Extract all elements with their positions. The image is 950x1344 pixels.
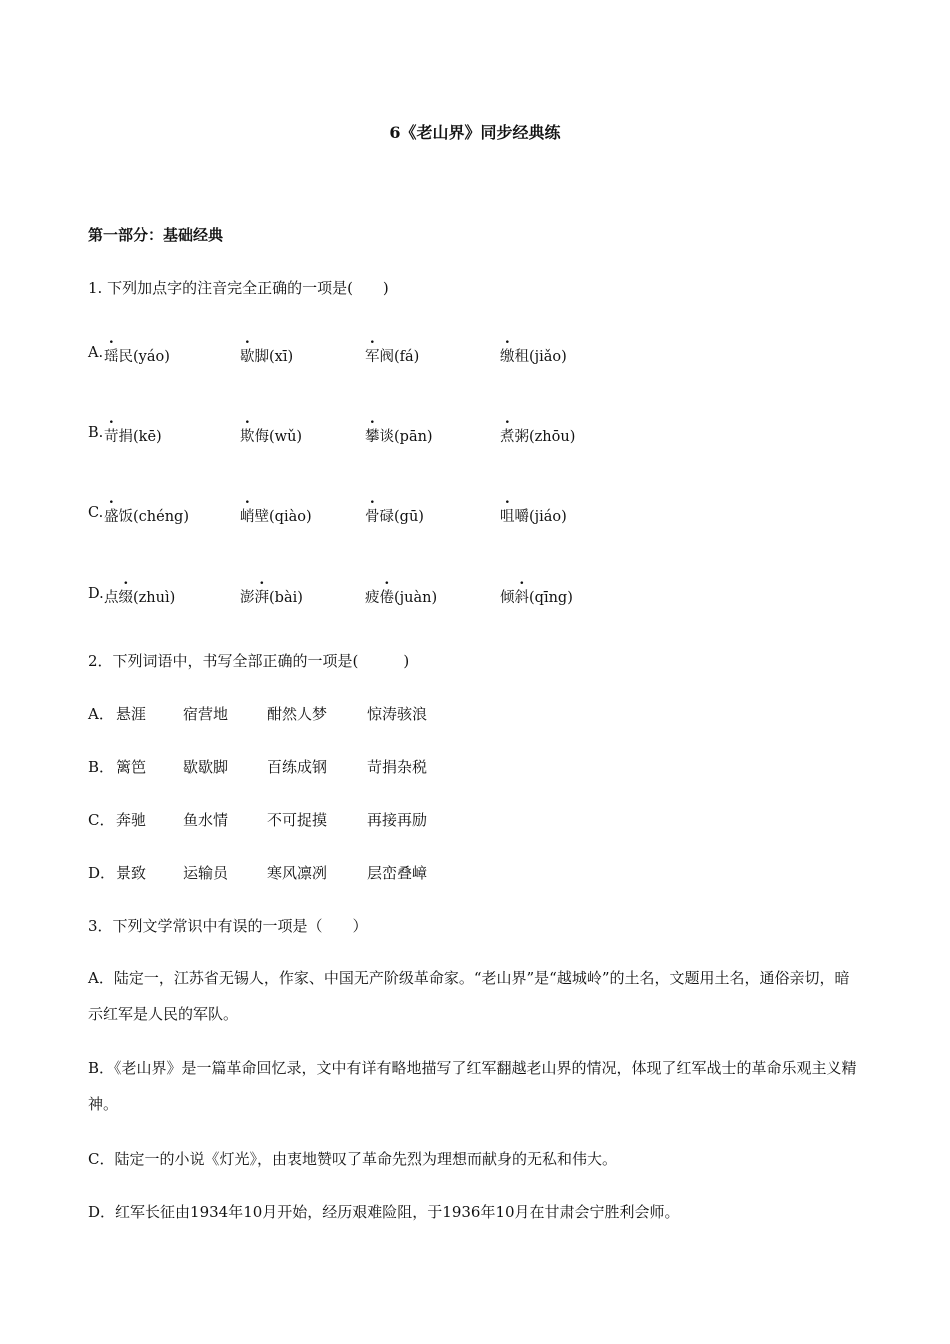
q2-word: 层峦叠嶂: [367, 864, 428, 882]
q2-word: 景致: [116, 864, 147, 882]
q1-option-d-item: 疲倦(juàn): [365, 590, 438, 606]
q2-word: 酣然人梦: [267, 705, 328, 723]
q1-option-a-item: 军阀(fá): [365, 349, 420, 365]
q1-option-b-label: B.: [88, 425, 104, 441]
q1-option-d-item: 倾斜(qīng): [500, 590, 573, 606]
q1-option-b-item: 攀谈(pān): [365, 429, 433, 445]
q3-option-d: D．红军长征由1934年10月开始，经历艰难险阻，于1936年10月在甘肃会宁胜利会师。: [88, 1203, 680, 1221]
q2-word: 歇歇脚: [183, 758, 229, 776]
q2-word: 奔驰: [116, 811, 147, 829]
q1-option-c-item: 骨碌(gū): [365, 509, 424, 525]
q2-option-c-label: C．: [88, 811, 115, 829]
q2-word: 篱笆: [116, 758, 147, 776]
q1-option-b-item: 欺侮(wǔ): [240, 429, 303, 445]
question-3-stem: 3．下列文学常识中有误的一项是（ ）: [88, 917, 368, 935]
q1-option-b-item: 苛捐(kē): [104, 429, 162, 445]
q2-word: 再接再励: [367, 811, 428, 829]
q1-option-a-item: 缴租(jiǎo): [500, 349, 567, 365]
q2-word: 百练成钢: [267, 758, 328, 776]
q2-word: 悬涯: [116, 705, 147, 723]
q1-option-a-label: A.: [88, 345, 104, 361]
q1-option-c-item: 峭壁(qiào): [240, 509, 312, 525]
q2-word: 不可捉摸: [267, 811, 328, 829]
q1-option-d-item: 点缀(zhuì): [104, 590, 176, 606]
q2-word: 寒风凛冽: [267, 864, 328, 882]
question-2-stem: 2．下列词语中，书写全部正确的一项是( ): [88, 652, 410, 670]
q1-option-c-item: 咀嚼(jiáo): [500, 509, 567, 525]
question-1-stem: 1. 下列加点字的注音完全正确的一项是( ): [88, 279, 389, 297]
q2-option-b-label: B．: [88, 758, 115, 776]
q1-option-d-item: 澎湃(bài): [240, 590, 303, 606]
section-heading: 第一部分：基础经典: [88, 226, 224, 244]
q2-option-d-label: D．: [88, 864, 116, 882]
q1-option-c-label: C.: [88, 505, 104, 521]
q2-word: 宿营地: [183, 705, 229, 723]
q2-word: 苛捐杂税: [367, 758, 428, 776]
q2-word: 运输员: [183, 864, 229, 882]
q3-option-c: C．陆定一的小说《灯光》，由衷地赞叹了革命先烈为理想而献身的无私和伟大。: [88, 1150, 617, 1168]
q2-word: 惊涛骇浪: [367, 705, 428, 723]
q2-option-a-label: A．: [88, 705, 114, 723]
q1-option-a-item: 歇脚(xī): [240, 349, 294, 365]
q3-option-b: B．《老山界》是一篇革命回忆录，文中有详有略地描写了红军翻越老山界的情况，体现了红军战士的革命乐观主义精神。: [88, 1059, 857, 1113]
q1-option-a-item: 瑶民(yáo): [104, 349, 170, 365]
q3-option-a: A．陆定一，江苏省无锡人，作家、中国无产阶级革命家。“老山界”是“越城岭”的土名，文题用土名，通俗亲切，暗示红军是人民的军队。: [88, 969, 850, 1023]
q2-word: 鱼水情: [183, 811, 229, 829]
page-title: 6《老山界》同步经典练: [389, 123, 561, 142]
q1-option-c-item: 盛饭(chéng): [104, 509, 189, 525]
q1-option-b-item: 煮粥(zhōu): [500, 429, 576, 445]
q1-option-d-label: D.: [88, 586, 104, 602]
